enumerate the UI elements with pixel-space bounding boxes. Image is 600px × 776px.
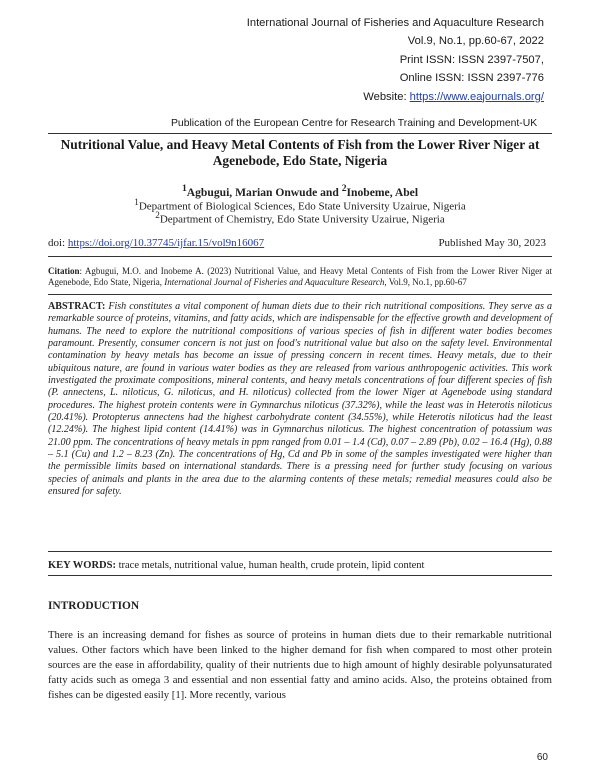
abstract-text: Fish constitutes a vital component of human diets due to their rich nutritional compositions. They serve as a remarkable source of proteins, vitamins, and fatty acids, which are indispensable for the effective growth and development of humans. The need to explore the nutritional compositions of various species of fish in different water bodies becomes paramount. Presently, consumer concern is not just on food's nutritional value but also on the safety level. Environmental contamination by heavy metals has become an issue of pressing concern in recent times. Heavy metals, due to their ubiquitous nature, are found in various water bodies as they are released from various anthropogenic activities. This work investigated the proximate compositions, mineral contents, and heavy metals concentrations of four different species of fish (P. annectens, L. niloticus, G. niloticus, and H. niloticus) collected from the lower Niger at Agenebode using standard procedures. The highest protein contents were in Gymnarchus niloticus (37.32%), while the least was in Heterotis niloticus (20.41%). Protopterus annectens had the highest carbohydrate content (34.55%), while Heterotis niloticus had the least (12.24%). The highest lipid content (14.41%) was in Gymnarchus niloticus. The highest concentration of potassium was 21.00 ppm. The concentrations of heavy metals in ppm ranged from 0.01 – 1.4 (Cd), 0.07 – 2.89 (Pb), 0.02 – 16.4 (Hg), 0.88 – 5.1 (Cu) and 1.2 – 8.23 (Zn). The concentrations of Hg, Cd and Pb in some of the samples investigated were higher than the permissible limits based on international standards. There is a pressing need for further study focusing on various species of animals and plants in the area due to the alarming contents of these metals; remedial measures could also be ensured for safety. (48, 301, 553, 498)
citation-text: : Agbugui, M.O. and Inobeme A. (2023) Nutritional Value, and Heavy Metal Contents of Fish from the Lower River Niger at Agenebode, Edo State, Nigeria, (48, 266, 552, 288)
published-date: Published May 30, 2023 (438, 237, 546, 249)
abstract-label: ABSTRACT: (48, 301, 109, 312)
dept2-sup: 2 (155, 210, 160, 220)
keywords-text: trace metals, nutritional value, human health, crude protein, lipid content (118, 560, 425, 571)
abstract-top-divider (48, 294, 552, 295)
keywords-label: KEY WORDS: (48, 560, 119, 571)
author1-name: Agbugui, Marian Onwude and (186, 185, 342, 199)
citation-label: Citation (48, 266, 80, 276)
dept2-text: Department of Chemistry, Edo State University Uzairue, Nigeria (159, 213, 445, 226)
author1-affil: 1 (181, 183, 187, 194)
citation-journal: International Journal of Fisheries and Aquaculture Research (164, 277, 385, 288)
journal-name: International Journal of Fisheries and Aquaculture Research (246, 17, 544, 29)
website-line (247, 88, 544, 106)
header-divider (48, 133, 552, 134)
dept1-sup: 1 (134, 197, 139, 207)
online-issn: Online ISSN: ISSN 2397-776 (399, 72, 544, 85)
journal-header (247, 14, 544, 106)
citation (48, 266, 552, 289)
citation-tail: , Vol.9, No.1, pp.60-67 (384, 277, 467, 288)
website-link[interactable]: https://www.eajournals.org/ (409, 90, 544, 103)
abstract-bottom-divider (48, 551, 552, 552)
dept1-text: Department of Biological Sciences, Edo State University Uzairue, Nigeria (138, 200, 466, 213)
page-number: 60 (536, 752, 548, 763)
doi-divider (48, 256, 552, 257)
keywords-divider (48, 575, 552, 576)
print-issn: Print ISSN: ISSN 2397-7507, (399, 53, 544, 66)
keywords-line (48, 560, 552, 571)
journal-volume: Vol.9, No.1, pp.60-67, 2022 (407, 35, 544, 48)
author2-name: Inobeme, Abel (346, 185, 419, 199)
doi-line (48, 237, 264, 249)
author2-affil: 2 (341, 183, 347, 194)
article-title: Nutritional Value, and Heavy Metal Contents of Fish from the Lower River Niger at Agenebode, Edo State, Nigeria (60, 137, 540, 168)
abstract (48, 301, 552, 499)
doi-link[interactable]: https://doi.org/10.37745/ijfar.15/vol9n16067 (67, 237, 265, 249)
department-2 (48, 210, 552, 226)
doi-label: doi: (48, 237, 68, 249)
intro-heading: INTRODUCTION (48, 600, 140, 612)
publisher-line: Publication of the European Centre for Research Training and Development-UK (171, 118, 538, 129)
website-label: Website: (363, 90, 410, 103)
intro-paragraph: There is an increasing demand for fishes as source of proteins in human diets due to their remarkable nutritional values. Other factors which have been linked to the higher demand for fish when compared to most other protein sources are the ease in affordability, quality of their nutrients due to high amount of highly desirable polyunsaturated fatty acids such as omega 3 and essential and non essential fatty and amino acids. Also, the proteins obtained from fishes can be digested easily [1]. More recently, various (48, 629, 552, 701)
